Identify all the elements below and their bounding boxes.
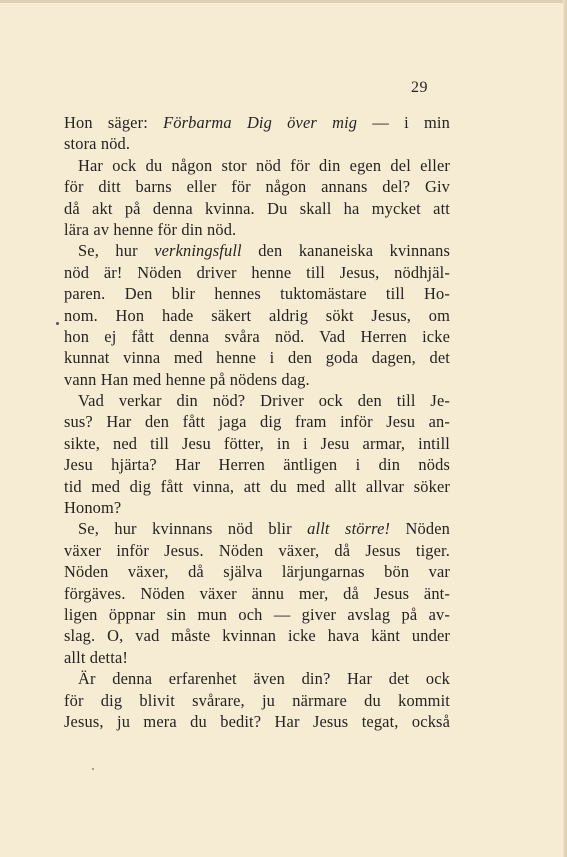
text-run: nöd är! Nöden driver henne till Jesus, nödhjäl- [64, 262, 450, 282]
paper-speck [92, 768, 94, 770]
text-line [64, 262, 450, 283]
text-run: Jesus, ju mera du bedit? Har Jesus tegat, också [64, 711, 450, 731]
text-run: slag. O, vad måste kvinnan icke hava känt under [64, 626, 450, 646]
text-run: allt detta! [64, 647, 128, 667]
text-line [64, 155, 450, 176]
text-line [64, 711, 450, 732]
text-line [64, 219, 450, 240]
text-run: den kananeiska kvinnans [241, 241, 450, 261]
text-line [64, 198, 450, 219]
text-run: Jesu hjärta? Har Herren äntligen i din nöds [64, 455, 450, 475]
emphasized-text: allt större! [307, 519, 391, 539]
text-run: sikte, ned till Jesu fötter, in i Jesu armar, intill [64, 433, 450, 453]
text-run: Har ock du någon stor nöd för din egen del eller [78, 155, 450, 175]
text-line [64, 390, 450, 411]
text-run: Är denna erfarenhet även din? Har det ock [78, 669, 450, 689]
page-top-edge [0, 0, 567, 3]
text-line [64, 347, 450, 368]
text-line [64, 561, 450, 582]
text-line [64, 454, 450, 475]
text-run: för ditt barns eller för någon annans del? Giv [64, 177, 450, 197]
text-line [64, 540, 450, 561]
text-line [64, 133, 450, 154]
text-run: Se, hur kvinnans nöd blir [78, 519, 308, 539]
text-run: hon ej fått denna svåra nöd. Vad Herren icke [64, 326, 450, 346]
text-line [64, 476, 450, 497]
text-line [64, 176, 450, 197]
text-line [64, 518, 450, 539]
emphasized-text: verkningsfull [154, 241, 242, 261]
text-line [64, 625, 450, 646]
emphasized-text: Förbarma Dig över mig [163, 113, 358, 132]
text-line [64, 497, 450, 518]
text-line [64, 411, 450, 432]
text-run: Nöden [390, 519, 451, 539]
text-run: förgäves. Nöden växer ännu mer, då Jesus änt- [64, 583, 450, 603]
text-run: då akt på denna kvinna. Du skall ha mycket att [64, 198, 450, 218]
text-line [64, 326, 450, 347]
text-line [64, 240, 450, 261]
page-right-edge [563, 0, 567, 857]
body-text [64, 112, 450, 732]
text-run: för dig blivit svårare, ju närmare du kommit [64, 690, 450, 710]
text-run: sus? Har den fått jaga dig fram inför Jesu an- [64, 412, 450, 432]
text-run: Vad verkar din nöd? Driver ock den till Je- [78, 391, 450, 411]
text-run: nom. Hon hade säkert aldrig sökt Jesus, om [64, 305, 450, 325]
text-run: paren. Den blir hennes tuktomästare till Ho- [64, 284, 450, 304]
text-line [64, 112, 450, 133]
text-run: lära av henne för din nöd. [64, 219, 237, 239]
text-line [64, 647, 450, 668]
text-run: Se, hur [78, 241, 155, 261]
text-run: växer inför Jesus. Nöden växer, då Jesus tiger. [64, 540, 450, 560]
text-line [64, 690, 450, 711]
text-line [64, 283, 450, 304]
page-number: 29 [411, 79, 428, 96]
text-line [64, 668, 450, 689]
text-run: — i min [357, 113, 450, 132]
text-run: tid med dig fått vinna, att du med allt allvar söker [64, 476, 450, 496]
text-run: kunnat vinna med henne i den goda dagen, det [64, 348, 450, 368]
text-run: Honom? [64, 498, 122, 518]
text-line [64, 604, 450, 625]
text-run: Nöden växer, då själva lärjungarnas bön var [64, 562, 450, 582]
text-line [64, 583, 450, 604]
text-run: ligen öppnar sin mun och — giver avslag på av- [64, 604, 450, 624]
text-line [64, 369, 450, 390]
text-run: vann Han med henne på nödens dag. [64, 369, 310, 389]
text-line [64, 433, 450, 454]
text-run: stora nöd. [64, 134, 131, 154]
text-line [64, 305, 450, 326]
text-run: Hon säger: [64, 113, 164, 132]
margin-dot [56, 322, 59, 325]
